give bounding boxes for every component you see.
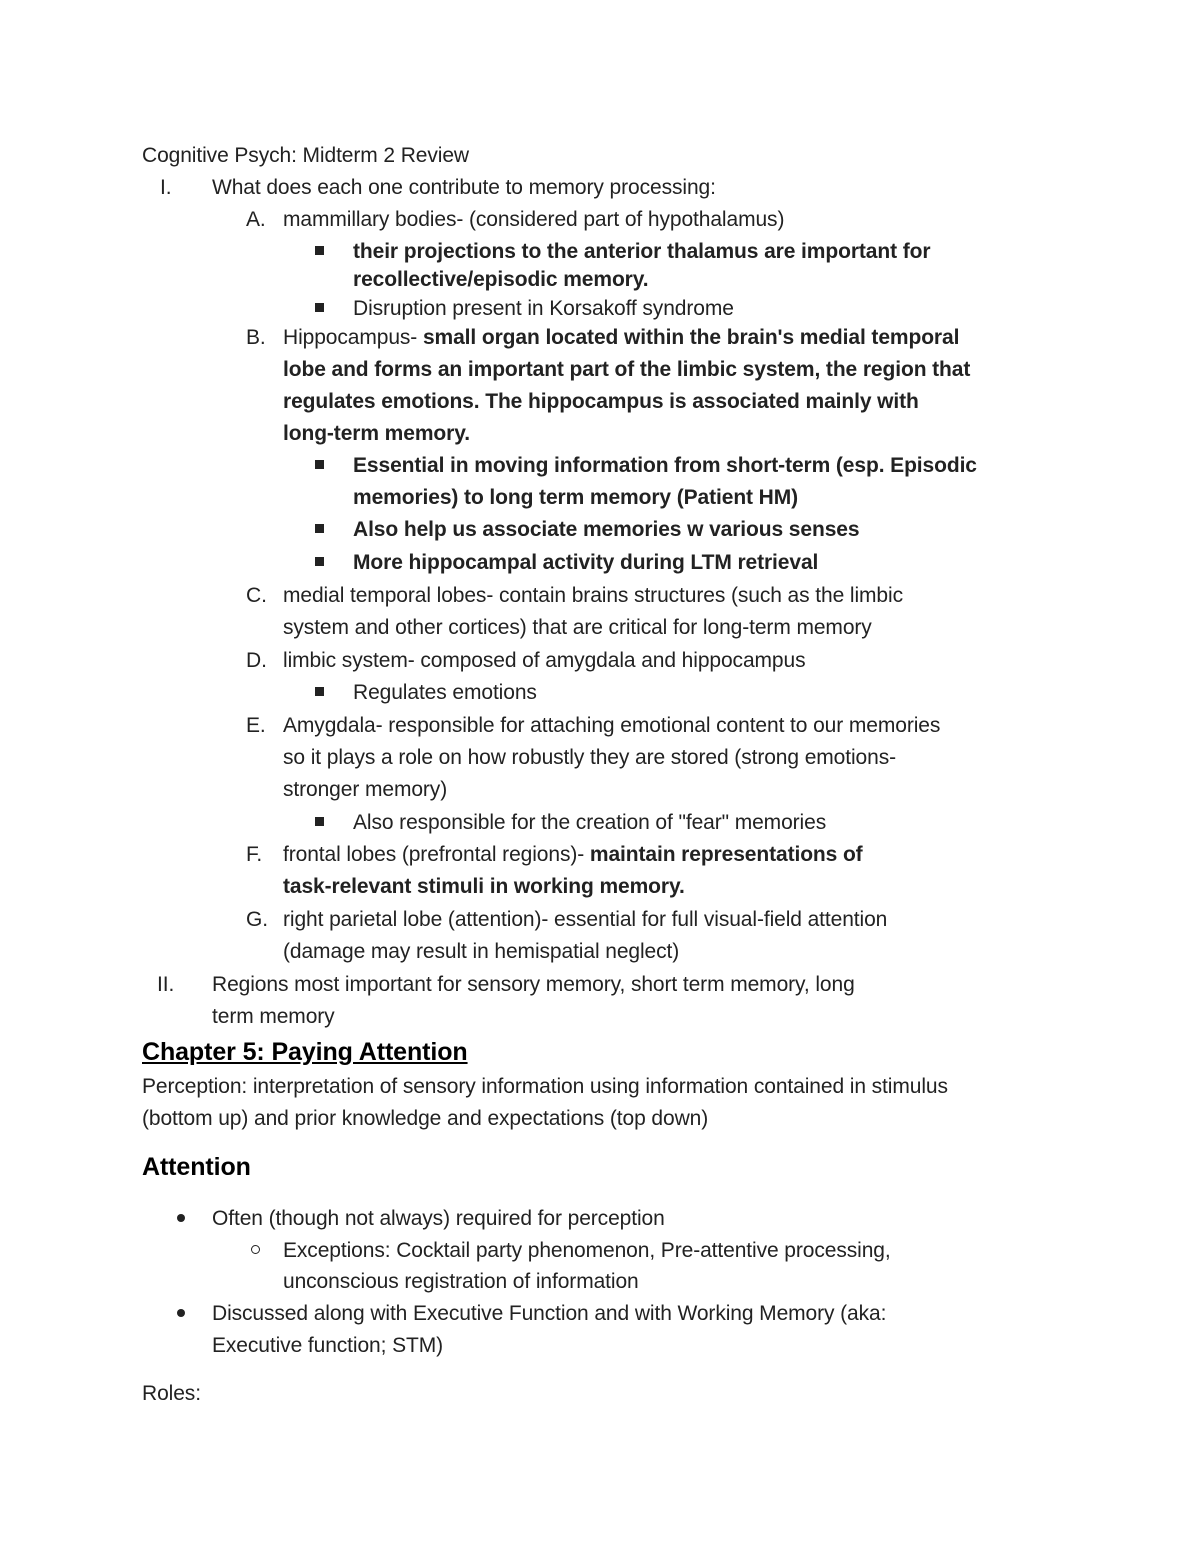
outline-item-a: mammillary bodies- (considered part of hypothalamus) (283, 208, 785, 231)
roles-label: Roles: (142, 1382, 201, 1405)
square-bullet-icon (315, 515, 324, 545)
hollow-bullet-icon (251, 1236, 260, 1266)
square-bullet-icon (315, 808, 324, 838)
outline-b-bullet-3: More hippocampal activity during LTM retrieval (353, 551, 819, 574)
outline-item-b-line-2: lobe and forms an important part of the limbic system, the region that (283, 358, 971, 381)
outline-marker-d: D. (246, 649, 267, 672)
attention-sub-bullet-line-1: Exceptions: Cocktail party phenomenon, Pre-attentive processing, (283, 1239, 891, 1262)
perception-line-2: (bottom up) and prior knowledge and expectations (top down) (142, 1107, 709, 1130)
outline-a-bullet-2: Disruption present in Korsakoff syndrome (353, 297, 734, 320)
outline-marker-b: B. (246, 326, 266, 349)
attention-bullet-2-line-1: Discussed along with Executive Function and with Working Memory (aka: (212, 1302, 887, 1325)
outline-item-g-line-1: right parietal lobe (attention)- essential for full visual-field attention (283, 908, 888, 931)
outline-item-c-line-1: medial temporal lobes- contain brains structures (such as the limbic (283, 584, 903, 607)
outline-item-e-line-1: Amygdala- responsible for attaching emotional content to our memories (283, 714, 941, 737)
outline-item-ii-line-1: Regions most important for sensory memory, short term memory, long (212, 973, 855, 996)
attention-heading: Attention (142, 1153, 251, 1181)
outline-a-bullet-1-line-1: their projections to the anterior thalamus are important for (353, 240, 931, 263)
square-bullet-icon (315, 294, 324, 324)
attention-bullet-2-line-2: Executive function; STM) (212, 1334, 444, 1357)
outline-item-b-line-1: Hippocampus- small organ located within the brain's medial temporal (283, 326, 960, 349)
outline-marker-a: A. (246, 208, 266, 231)
outline-marker-e: E. (246, 714, 266, 737)
outline-d-bullet-1: Regulates emotions (353, 681, 537, 704)
perception-line-1: Perception: interpretation of sensory information using information contained in stimulus (142, 1075, 948, 1098)
outline-item-b-line-4: long-term memory. (283, 422, 470, 445)
outline-item-g-line-2: (damage may result in hemispatial neglect) (283, 940, 680, 963)
outline-item-e-line-3: stronger memory) (283, 778, 448, 801)
square-bullet-icon (315, 678, 324, 708)
outline-b-bullet-1-line-1: Essential in moving information from short-term (esp. Episodic (353, 454, 977, 477)
round-bullet-icon (177, 1204, 185, 1234)
outline-item-d: limbic system- composed of amygdala and hippocampus (283, 649, 806, 672)
outline-item-c-line-2: system and other cortices) that are critical for long-term memory (283, 616, 872, 639)
outline-item-ii-line-2: term memory (212, 1005, 335, 1028)
round-bullet-icon (177, 1299, 185, 1329)
attention-bullet-1: Often (though not always) required for perception (212, 1207, 665, 1230)
outline-a-bullet-1-line-2: recollective/episodic memory. (353, 268, 649, 291)
outline-marker-f: F. (246, 843, 263, 866)
outline-marker-i: I. (160, 176, 172, 199)
outline-marker-c: C. (246, 584, 267, 607)
square-bullet-icon (315, 548, 324, 578)
square-bullet-icon (315, 451, 324, 481)
square-bullet-icon (315, 237, 324, 267)
outline-item-f-line-1: frontal lobes (prefrontal regions)- maintain representations of (283, 843, 863, 866)
outline-e-bullet-1: Also responsible for the creation of "fear" memories (353, 811, 827, 834)
outline-item-b-line-3: regulates emotions. The hippocampus is associated mainly with (283, 390, 919, 413)
document-title: Cognitive Psych: Midterm 2 Review (142, 144, 469, 167)
outline-item-f-line-2: task-relevant stimuli in working memory. (283, 875, 685, 898)
chapter-heading: Chapter 5: Paying Attention (142, 1038, 468, 1066)
outline-b-bullet-2: Also help us associate memories w various senses (353, 518, 860, 541)
outline-item-i: What does each one contribute to memory processing: (212, 176, 716, 199)
attention-sub-bullet-line-2: unconscious registration of information (283, 1270, 639, 1293)
outline-marker-ii: II. (157, 973, 175, 996)
outline-b-bullet-1-line-2: memories) to long term memory (Patient HM) (353, 486, 799, 509)
outline-marker-g: G. (246, 908, 268, 931)
outline-item-e-line-2: so it plays a role on how robustly they are stored (strong emotions- (283, 746, 896, 769)
